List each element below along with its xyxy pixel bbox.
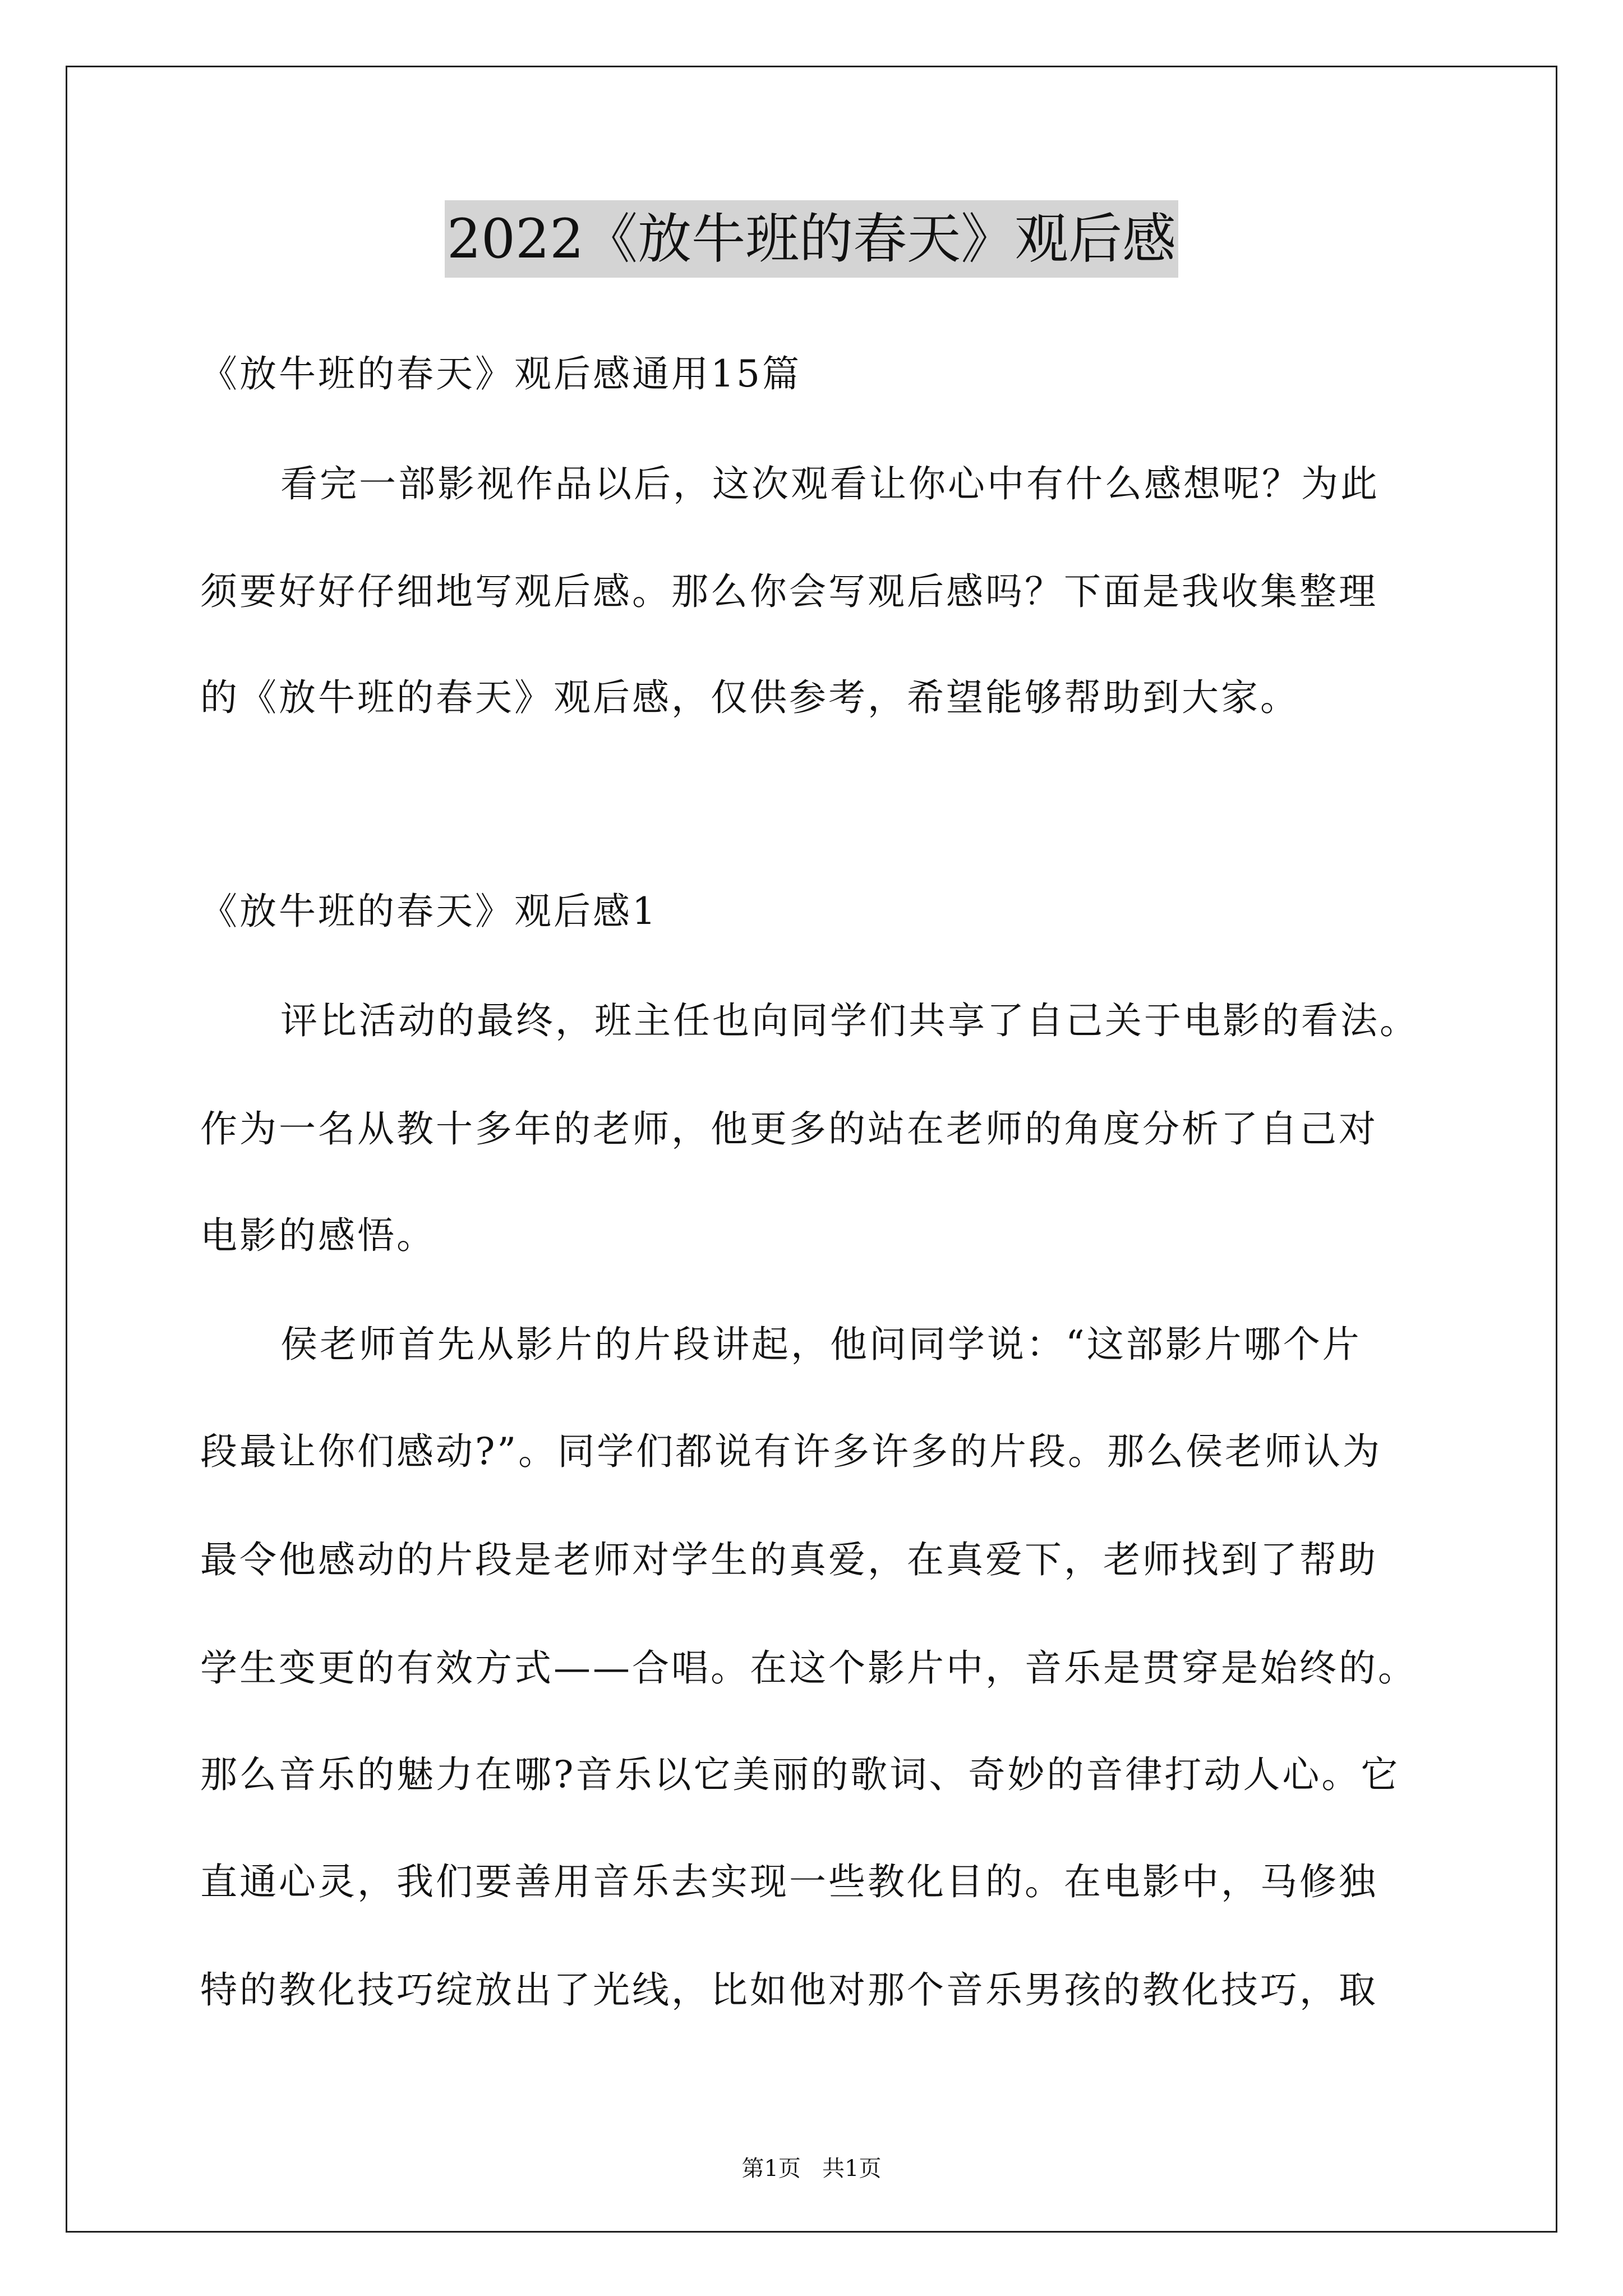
document-title: 2022《放牛班的春天》观后感 xyxy=(445,200,1178,278)
paragraph-line: 作为一名从教十多年的老师，他更多的站在老师的角度分析了自己对 xyxy=(200,1107,1378,1151)
paragraph-line: 电影的感悟。 xyxy=(200,1214,436,1257)
paragraph-line: 特的教化技巧绽放出了光线，比如他对那个音乐男孩的教化技巧，取 xyxy=(200,1968,1378,2012)
paragraph-line: 段最让你们感动?”。同学们都说有许多许多的片段。那么侯老师认为 xyxy=(200,1430,1382,1473)
intro-line: 的《放牛班的春天》观后感，仅供参考，希望能够帮助到大家。 xyxy=(200,676,1299,719)
title-container xyxy=(0,200,1623,278)
paragraph-line: 侯老师首先从影片的片段讲起，他问同学说：“这部影片哪个片 xyxy=(280,1323,1362,1366)
subtitle: 《放牛班的春天》观后感通用15篇 xyxy=(200,352,801,395)
paragraph-line: 评比活动的最终，班主任也向同学们共享了自己关于电影的看法。 xyxy=(280,999,1419,1042)
intro-line: 看完一部影视作品以后，这次观看让你心中有什么感想呢？为此 xyxy=(280,462,1380,505)
paragraph-line: 直通心灵，我们要善用音乐去实现一些教化目的。在电影中，马修独 xyxy=(200,1860,1378,1903)
intro-line: 须要好好仔细地写观后感。那么你会写观后感吗？下面是我收集整理 xyxy=(200,570,1378,613)
paragraph-line: 学生变更的有效方式——合唱。在这个影片中，音乐是贯穿是始终的。 xyxy=(200,1646,1417,1690)
section-heading: 《放牛班的春天》观后感1 xyxy=(200,890,658,933)
paragraph-line: 最令他感动的片段是老师对学生的真爱，在真爱下，老师找到了帮助 xyxy=(200,1538,1378,1581)
paragraph-line: 那么音乐的魅力在哪?音乐以它美丽的歌词、奇妙的音律打动人心。它 xyxy=(200,1753,1400,1796)
page-footer: 第1页 共1页 xyxy=(741,2156,882,2182)
